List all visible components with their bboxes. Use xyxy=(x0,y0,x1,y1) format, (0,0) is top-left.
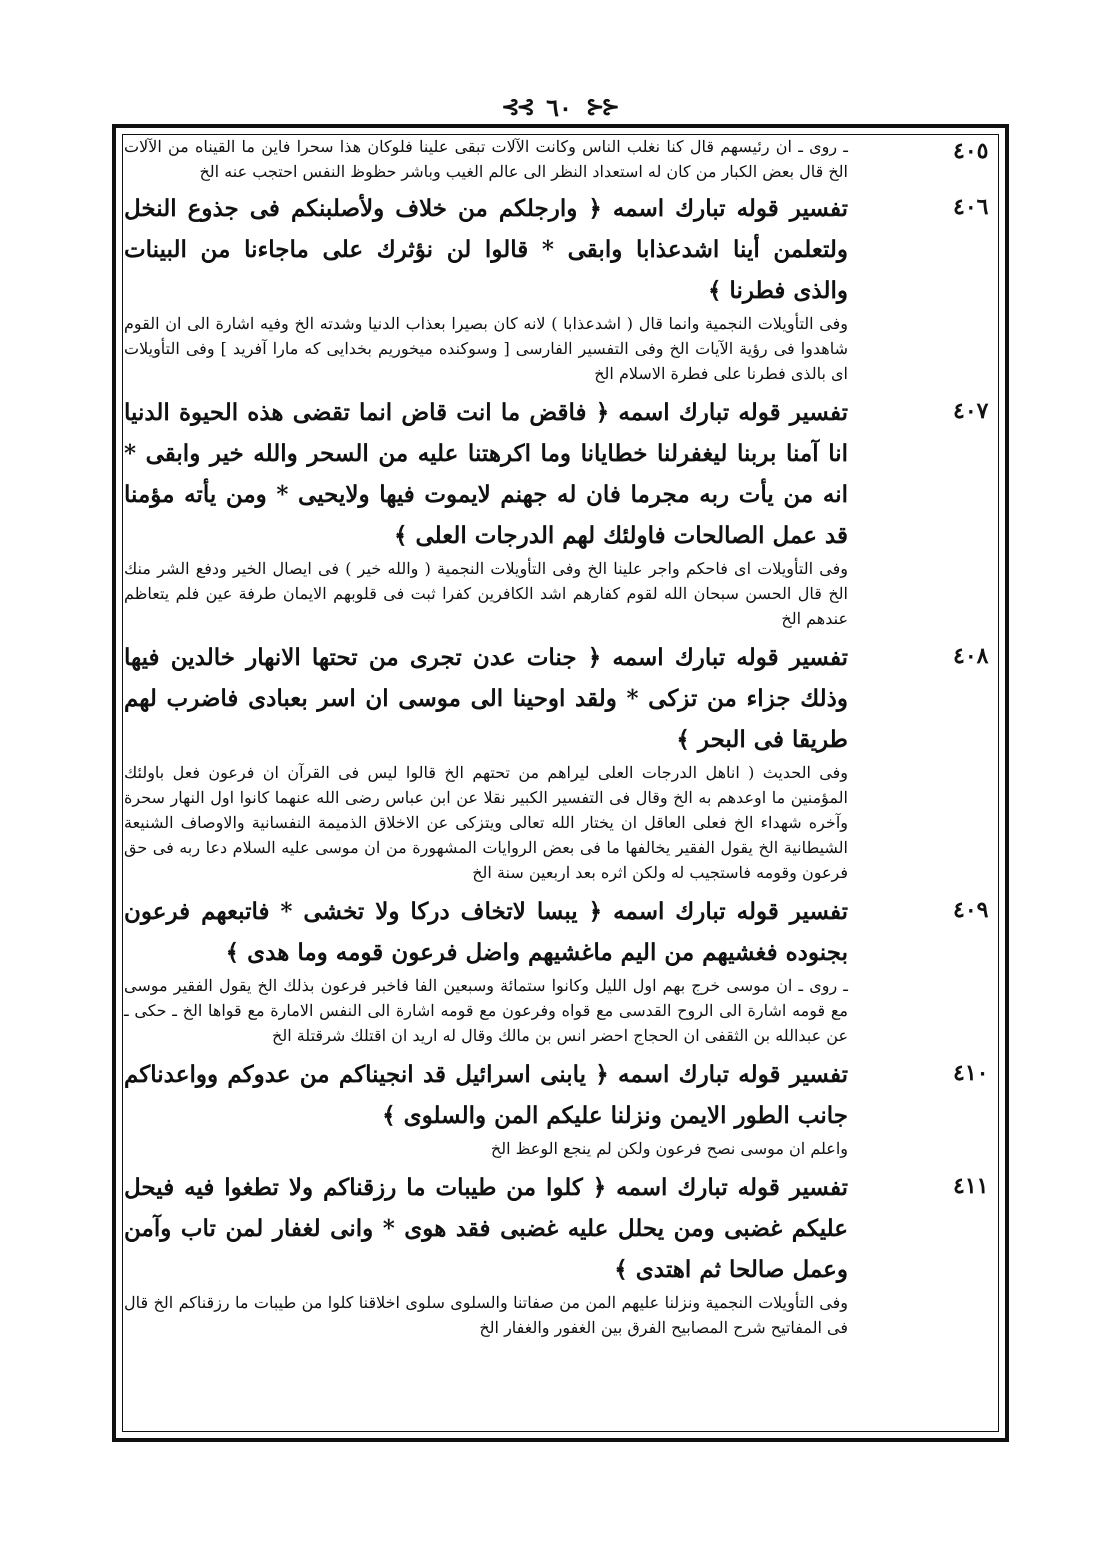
entry-note: ـ روى ـ ان موسى خرج بهم اول الليل وكانوا ستمائة وسبعين الفا فاخبر فرعون بذلك الخ يقول الفقير موسى مع قومه اشارة الى الروح القدسى مع قواه وفرعون مع قومه اشارة الى النفس الامارة مع قواها الخ ـ حكى ـ عن عبدالله بن الثقفى ان الحجاج احضر انس بن مالك وقال له اريد ان اقتلك شرقتلة الخ xyxy=(124,976,848,1045)
entry-number: ٤١٠ xyxy=(953,1060,989,1086)
entry-number: ٤٠٧ xyxy=(953,398,989,424)
entry-406 xyxy=(124,188,989,386)
entry-note: وفى الحديث ( اناهل الدرجات العلى ليراهم من تحتهم الخ قالوا ليس فى القرآن ان فرعون فعل باولئك المؤمنين ما اوعدهم به الخ وقال فى التفسير الكبير نقلا عن ابن عباس رضى الله عنهما كانوا اول النهار سحرة وآخره شهداء الخ فعلى العاقل ان يختار الله تعالى ويتزكى عن الاخلاق الذميمة النفسانية والاوصاف الشنيعة الشيطانية الخ يقول الفقير يخالفها ما فى بعض الروايات المشهورة من ان موسى عليه السلام دعا ربه فى حق فرعون وقومه فاستجيب له ولكن اثره بعد اربعين سنة الخ xyxy=(124,763,848,882)
entry-verse: تفسير قوله تبارك اسمه ﴿ يابنى اسرائيل قد انجيناكم من عدوكم وواعدناكم جانب الطور الايمن ونزلنا عليكم المن والسلوى ﴾ xyxy=(124,1061,848,1129)
entry-note: ـ روى ـ ان رئيسهم قال كنا نغلب الناس وكانت الآلات تبقى علينا فلوكان هذا سحرا فاين ما القيناه من الآلات الخ قال بعض الكبار من كان له استعداد النظر الى عالم الغيب وباشر حظوظ النفس احتجب عنه الخ xyxy=(124,137,848,181)
entry-409 xyxy=(124,891,989,1048)
entry-411 xyxy=(124,1167,989,1340)
entry-note: وفى التأويلات اى فاحكم واجر علينا الخ وفى التأويلات النجمية ( والله خير ) فى ايصال الخير ودفع الشر منك الخ قال الحسن سبحان الله لقوم كفارهم اشد الكافرين كفرا ثبت فى قلوبهم الايمان طرفة عين فلم يتعاظم عندهم الخ xyxy=(124,559,848,628)
left-ornament-icon: ⊰⊰ xyxy=(501,94,533,120)
entry-number: ٤٠٨ xyxy=(953,643,989,669)
entry-number: ٤١١ xyxy=(953,1173,989,1199)
entry-410 xyxy=(124,1054,989,1161)
page-header xyxy=(0,92,1118,122)
entry-note: وفى التأويلات النجمية وانما قال ( اشدعذابا ) لانه كان بصيرا بعذاب الدنيا وشدته الخ وفيه اشارة الى ان القوم شاهدوا فى رؤية الآيات الخ وفى التفسير الفارسى [ وسوكنده ميخوريم بخدايى كه مارا آفريد ] وفى التأويلات اى بالذى فطرنا على فطرة الاسلام الخ xyxy=(124,314,849,383)
entry-note: وفى التأويلات النجمية ونزلنا عليهم المن من صفاتنا والسلوى سلوى اخلاقنا كلوا من طيبات ما رزقناكم الخ قال فى المفاتيح شرح المصابيح الفرق بين الغفور والغفار الخ xyxy=(124,1293,848,1337)
entry-number: ٤٠٩ xyxy=(953,897,989,923)
entry-verse: تفسير قوله تبارك اسمه ﴿ كلوا من طيبات ما رزقناكم ولا تطغوا فيه فيحل عليكم غضبى ومن يحلل عليه غضبى فقد هوى * وانى لغفار لمن تاب وآمن وعمل صالحا ثم اهتدى ﴾ xyxy=(124,1174,848,1283)
page-content xyxy=(124,132,989,1340)
entry-407 xyxy=(124,392,989,631)
right-ornament-icon: ⊱⊱ xyxy=(585,94,617,120)
entry-405 xyxy=(124,134,989,184)
page-number: ٦٠ xyxy=(546,92,572,122)
entry-verse: تفسير قوله تبارك اسمه ﴿ جنات عدن تجرى من تحتها الانهار خالدين فيها وذلك جزاء من تزكى * ولقد اوحينا الى موسى ان اسر بعبادى فاضرب لهم طريقا فى البحر ﴾ xyxy=(124,644,848,753)
entry-note: واعلم ان موسى نصح فرعون ولكن لم ينجع الوعظ الخ xyxy=(490,1139,848,1158)
entry-verse: تفسير قوله تبارك اسمه ﴿ يبسا لاتخاف دركا ولا تخشى * فاتبعهم فرعون بجنوده فغشيهم من اليم ماغشيهم واضل فرعون قومه وما هدى ﴾ xyxy=(124,898,848,966)
entry-number: ٤٠٦ xyxy=(953,194,989,220)
entry-verse: تفسير قوله تبارك اسمه ﴿ وارجلكم من خلاف ولأصلبنكم فى جذوع النخل ولتعلمن أينا اشدعذابا وابقى * قالوا لن نؤثرك على ماجاءنا من البينات والذى فطرنا ﴾ xyxy=(124,195,848,304)
entry-408 xyxy=(124,637,989,885)
entry-number: ٤٠٥ xyxy=(953,138,989,164)
entry-verse: تفسير قوله تبارك اسمه ﴿ فاقض ما انت قاض انما تقضى هذه الحيوة الدنيا انا آمنا بربنا ليغفرلنا خطايانا وما اكرهتنا عليه من السحر والله خير وابقى * انه من يأت ربه مجرما فان له جهنم لايموت فيها ولايحيى * ومن يأته مؤمنا قد عمل الصالحات فاولئك لهم الدرجات العلى ﴾ xyxy=(124,399,848,549)
